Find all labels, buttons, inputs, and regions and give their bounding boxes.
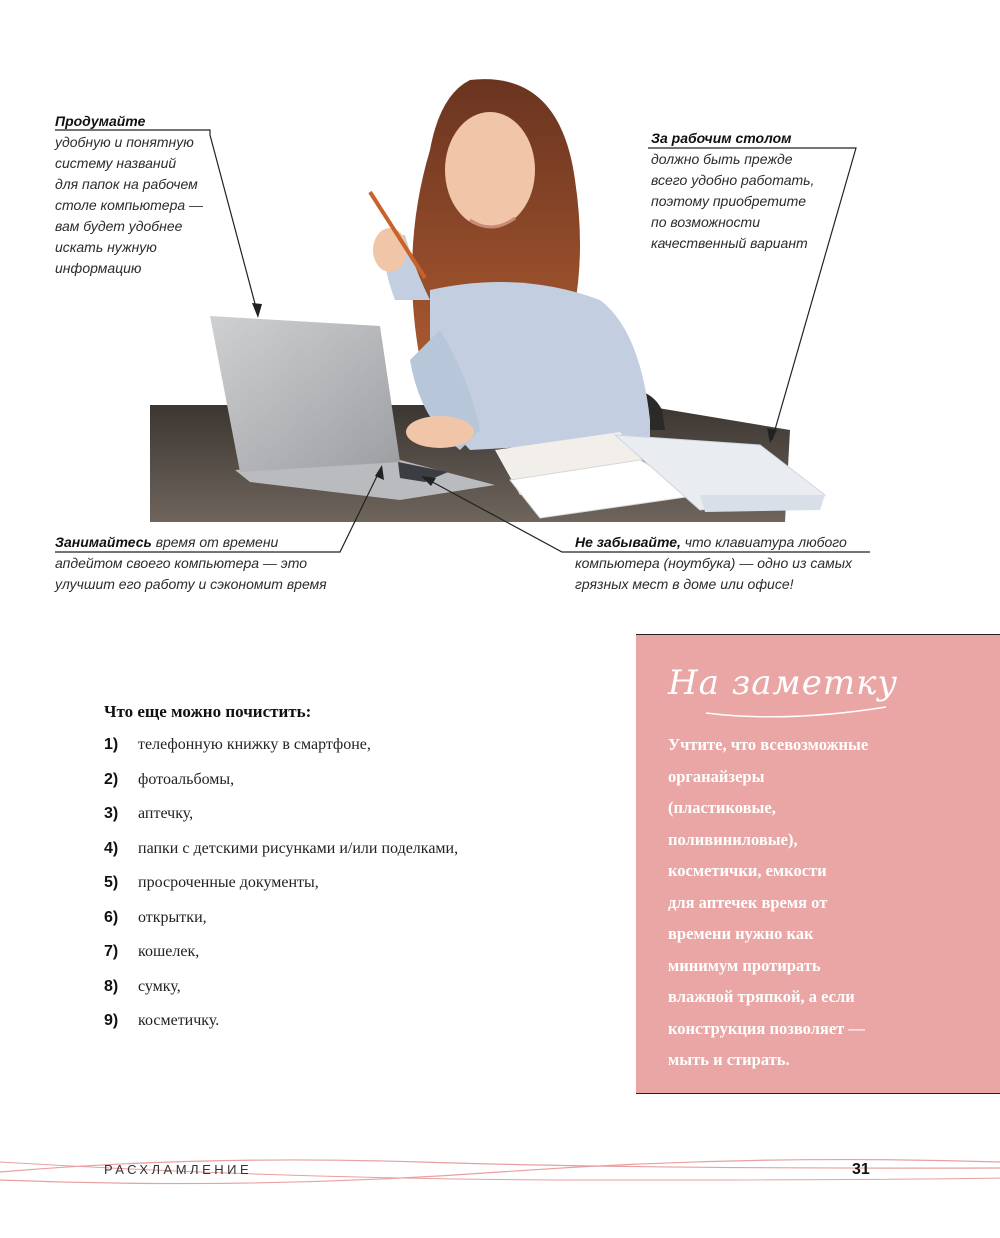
annotation-line: время от времени <box>151 534 279 550</box>
annotation-top-right <box>651 128 814 254</box>
list-number: 7) <box>104 943 119 960</box>
annotation-line: поэтому приобретите <box>651 193 807 209</box>
list-text: кошелек, <box>138 943 200 960</box>
annotation-line: качественный вариант <box>651 235 808 251</box>
note-line: минимум протирать <box>668 955 821 975</box>
footer-section-title: РАСХЛАМЛЕНИЕ <box>104 1162 253 1177</box>
note-line: поливиниловые), <box>668 829 798 849</box>
list-number: 4) <box>104 839 119 857</box>
annotation-line: должно быть прежде <box>651 151 793 167</box>
list-text: аптечку, <box>138 805 194 822</box>
annotation-line: информацию <box>55 260 142 276</box>
annotation-top-left <box>55 111 203 279</box>
note-box <box>636 634 1000 1094</box>
cleanup-list <box>104 702 584 1047</box>
list-item <box>104 1012 584 1047</box>
list-item <box>104 771 584 806</box>
list-text: открытки, <box>138 908 207 926</box>
list-number: 3) <box>104 805 119 822</box>
list-item <box>104 874 584 909</box>
annotation-line: что клавиатура любого <box>680 534 847 550</box>
list-number: 6) <box>104 908 119 926</box>
note-title: На заметку <box>668 663 899 703</box>
note-line: времени нужно как <box>668 924 814 943</box>
annotation-line: по возможности <box>651 214 761 230</box>
list-item <box>104 736 584 771</box>
annotation-line: компьютера (ноутбука) — одно из самых <box>575 555 853 571</box>
annotation-line: искать нужную <box>55 239 157 255</box>
page-number: 31 <box>852 1161 870 1178</box>
note-line: Учтите, что всевозможные <box>668 735 869 754</box>
annotation-line: столе компьютера — <box>55 197 204 213</box>
list-text: телефонную книжку в смартфоне, <box>138 736 371 753</box>
list-number: 1) <box>104 736 119 753</box>
list-heading: Что еще можно почистить: <box>104 702 312 721</box>
annotation-line: всего удобно работать, <box>651 172 815 188</box>
annotation-bottom-left-title: Занимайтесь <box>55 534 152 550</box>
woman-laptop-photo <box>0 0 1000 600</box>
note-text <box>668 729 988 1076</box>
note-line: мыть и стирать. <box>668 1050 790 1069</box>
list-item <box>104 840 584 875</box>
note-line: конструкция позволяет — <box>668 1018 865 1038</box>
annotation-line: апдейтом своего компьютера — это <box>55 555 307 571</box>
annotation-top-left-title: Продумайте <box>55 113 146 129</box>
note-line: для аптечек время от <box>668 892 828 912</box>
note-line: (пластиковые, <box>668 798 776 817</box>
list-text: косметичку. <box>138 1012 220 1029</box>
list-number: 8) <box>104 977 119 995</box>
list-text: фотоальбомы, <box>138 770 235 788</box>
annotation-bottom-left <box>55 532 327 595</box>
note-line: влажной тряпкой, а если <box>668 987 855 1006</box>
note-line: органайзеры <box>668 766 765 786</box>
list-text: папки с детскими рисунками и/или поделками, <box>138 839 459 857</box>
annotation-line: удобную и понятную <box>55 134 194 150</box>
list-number: 2) <box>104 770 119 788</box>
annotation-top-right-title: За рабочим столом <box>651 130 792 146</box>
list-number: 5) <box>104 874 119 891</box>
list-item <box>104 978 584 1013</box>
list-items <box>104 736 584 1047</box>
list-item <box>104 943 584 978</box>
annotation-line: для папок на рабочем <box>55 176 198 192</box>
list-item <box>104 909 584 944</box>
annotation-line: улучшит его работу и сэкономит время <box>55 576 327 592</box>
annotation-line: систему названий <box>55 155 177 171</box>
note-line: косметички, емкости <box>668 861 827 880</box>
annotation-bottom-right-title: Не забывайте, <box>575 534 681 550</box>
annotation-line: грязных мест в доме или офисе! <box>575 576 794 592</box>
annotation-bottom-right <box>575 532 852 595</box>
list-text: просроченные документы, <box>138 874 319 891</box>
list-item <box>104 805 584 840</box>
list-number: 9) <box>104 1012 119 1029</box>
annotation-line: вам будет удобнее <box>55 218 183 234</box>
list-text: сумку, <box>138 977 181 995</box>
